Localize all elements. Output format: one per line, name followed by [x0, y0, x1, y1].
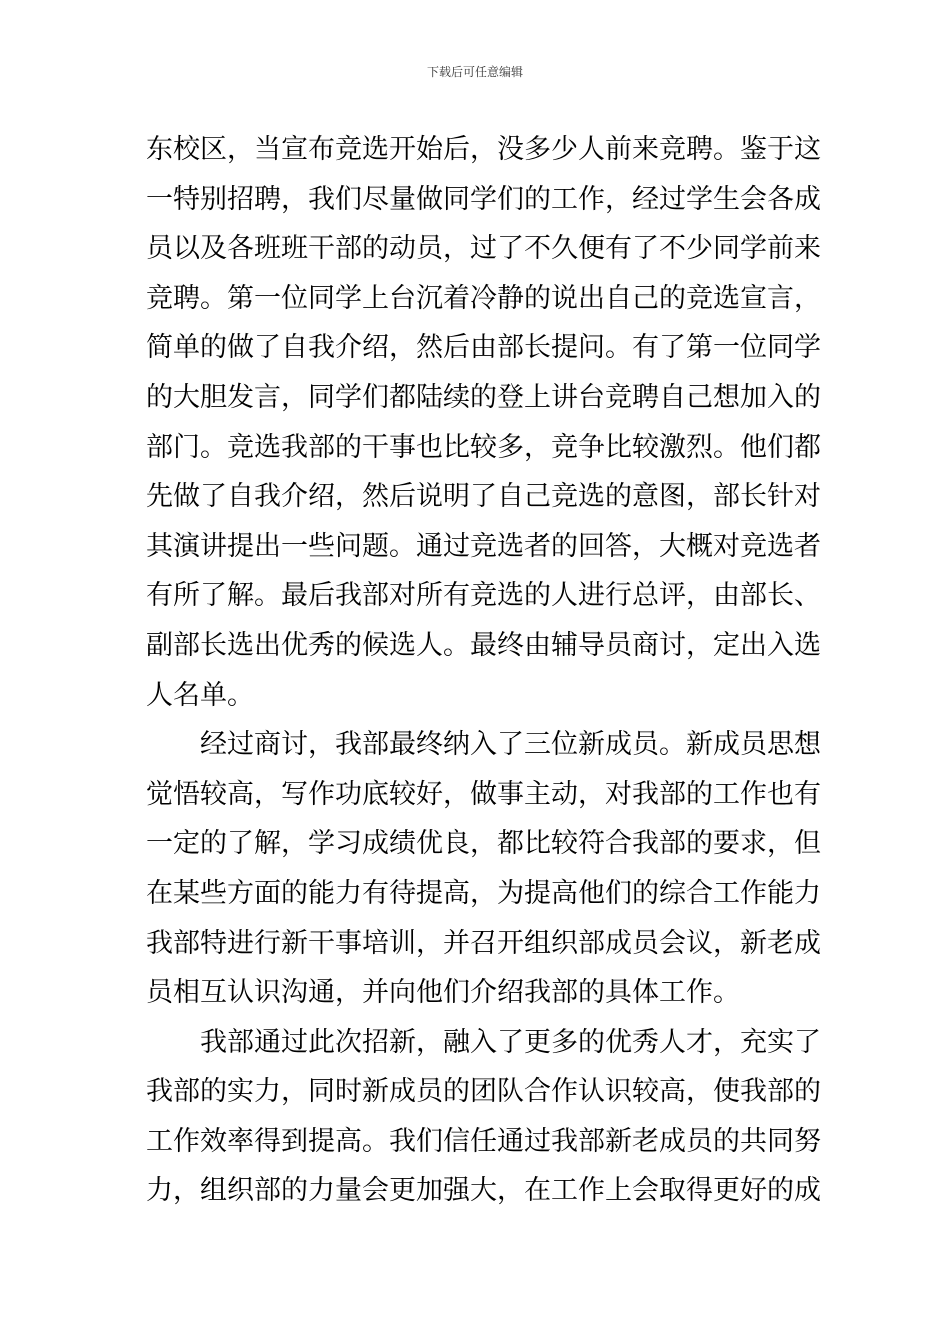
text-line: 一定的了解，学习成绩优良，都比较符合我部的要求，但: [146, 828, 821, 860]
text-line: 经过商讨，我部最终纳入了三位新成员。新成员思想: [200, 729, 821, 761]
text-line: 其演讲提出一些问题。通过竞选者的回答，大概对竞选者: [146, 530, 821, 562]
paragraph-3: [146, 1018, 821, 1216]
text-line: 的大胆发言，同学们都陆续的登上讲台竞聘自己想加入的: [146, 381, 821, 413]
text-line: 在某些方面的能力有待提高，为提高他们的综合工作能力: [146, 877, 821, 909]
text-line: 我部特进行新干事培训，并召开组织部成员会议，新老成: [146, 927, 821, 959]
page-header: 下载后可任意编辑: [426, 65, 523, 79]
text-line: 我部的实力，同时新成员的团队合作认识较高，使我部的: [146, 1076, 821, 1108]
text-line: 工作效率得到提高。我们信任通过我部新老成员的共同努: [146, 1125, 821, 1157]
text-line: 力，组织部的力量会更加强大，在工作上会取得更好的成: [146, 1175, 821, 1207]
text-line: 员相互认识沟通，并向他们介绍我部的具体工作。: [146, 977, 740, 1009]
text-line: 员以及各班班干部的动员，过了不久便有了不少同学前来: [146, 233, 821, 265]
text-line: 副部长选出优秀的候选人。最终由辅导员商讨，定出入选: [146, 629, 821, 661]
text-line: 我部通过此次招新，融入了更多的优秀人才，充实了: [200, 1026, 821, 1058]
text-line: 人名单。: [146, 679, 254, 711]
text-line: 部门。竞选我部的干事也比较多，竞争比较激烈。他们都: [146, 431, 821, 463]
text-line: 竞聘。第一位同学上台沉着冷静的说出自己的竞选宣言，: [146, 282, 821, 314]
text-line: 有所了解。最后我部对所有竞选的人进行总评，由部长、: [146, 580, 821, 612]
document-body: [146, 125, 821, 1216]
text-line: 一特别招聘，我们尽量做同学们的工作，经过学生会各成: [146, 183, 821, 215]
text-line: 先做了自我介绍，然后说明了自己竞选的意图，部长针对: [146, 481, 821, 513]
paragraph-2: [146, 720, 821, 1018]
text-line: 觉悟较高，写作功底较好，做事主动，对我部的工作也有: [146, 778, 821, 810]
text-line: 简单的做了自我介绍，然后由部长提问。有了第一位同学: [146, 332, 821, 364]
text-line: 东校区，当宣布竞选开始后，没多少人前来竞聘。鉴于这: [146, 134, 821, 165]
paragraph-1: [146, 125, 821, 720]
